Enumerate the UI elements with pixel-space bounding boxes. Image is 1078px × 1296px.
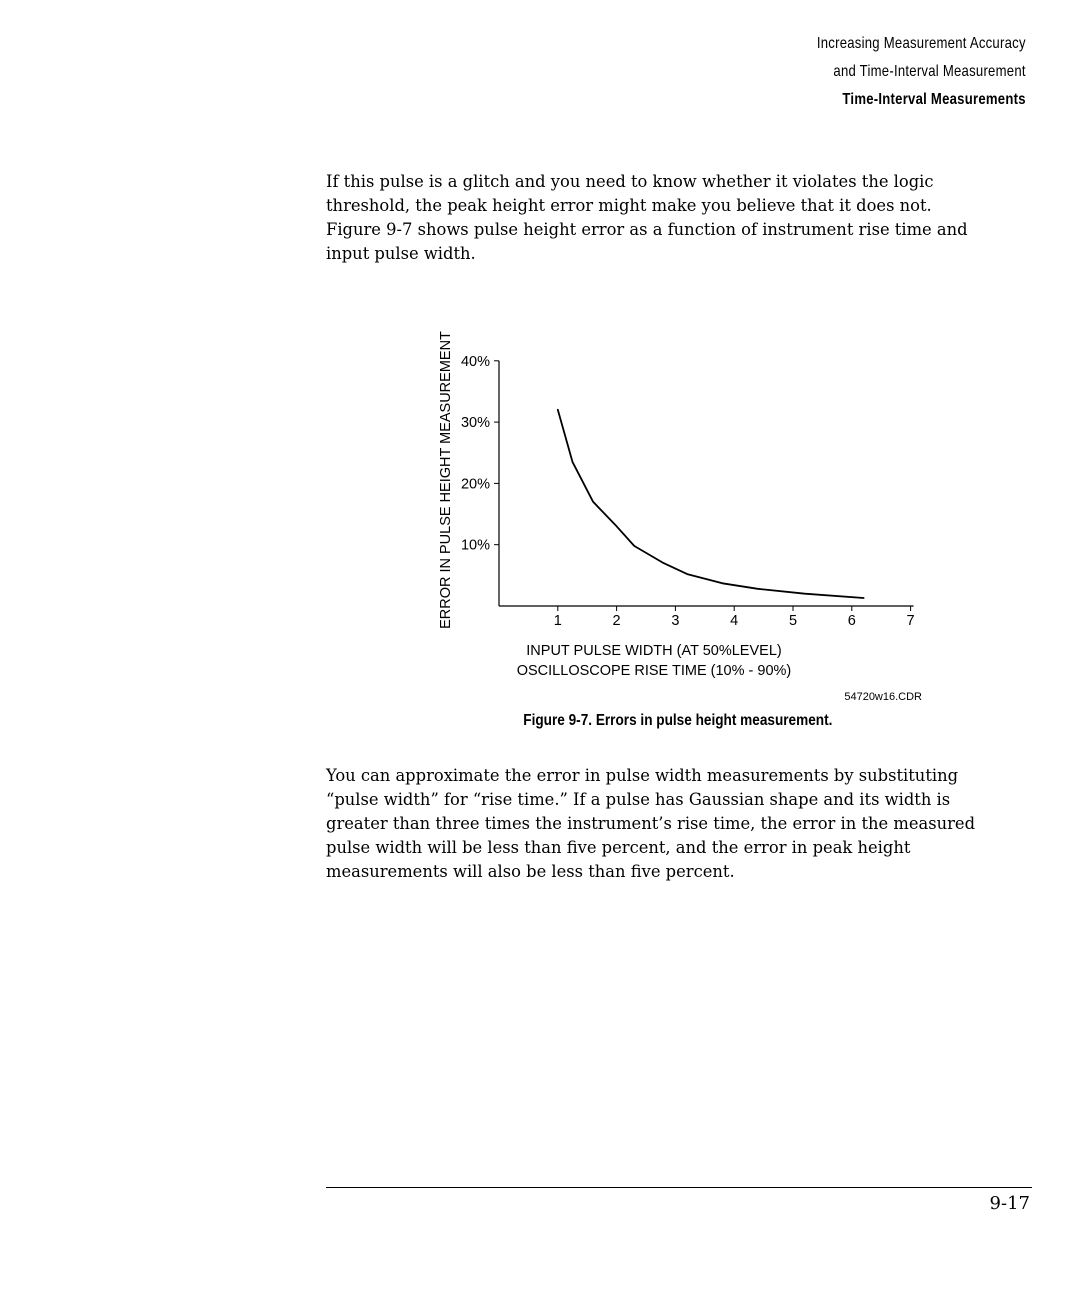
chart-ticks (461, 354, 915, 629)
y-tick-label: 40% (460, 353, 490, 370)
paragraph-line: measurements will also be less than five percent. (326, 862, 735, 882)
figure-caption-text: Figure 9-7. Errors in pulse height measurement. (523, 712, 833, 729)
running-header (771, 30, 1026, 114)
x-tick-label: 5 (788, 613, 798, 629)
x-axis-label-line1: INPUT PULSE WIDTH (AT 50%LEVEL) (526, 643, 782, 659)
y-tick-label: 20% (460, 476, 490, 493)
footer-rule (326, 1187, 1032, 1188)
x-tick-label: 6 (847, 613, 856, 629)
x-tick-label: 2 (612, 613, 621, 629)
y-tick-label: 30% (460, 415, 490, 432)
header-chapter-title-line2: and Time-Interval Measurement (833, 63, 1026, 80)
paragraph-line: “pulse width” for “rise time.” If a pulse has Gaussian shape and its width is (326, 790, 951, 810)
y-tick-label: 10% (460, 537, 490, 554)
chart-axes (499, 361, 914, 606)
paragraph-line: Figure 9-7 shows pulse height error as a function of instrument rise time and (326, 220, 968, 240)
y-axis-label: ERROR IN PULSE HEIGHT MEASUREMENT (438, 331, 454, 629)
error-curve-line (558, 410, 864, 598)
paragraph-line: input pulse width. (326, 244, 476, 264)
body-paragraph-1 (326, 170, 1046, 266)
header-chapter-title-line1: Increasing Measurement Accuracy (817, 35, 1026, 52)
header-section-title: Time-Interval Measurements (842, 91, 1026, 108)
x-axis-label-line2: OSCILLOSCOPE RISE TIME (10% - 90%) (516, 663, 792, 679)
x-tick-label: 7 (906, 613, 915, 629)
x-tick-label: 4 (730, 613, 739, 629)
body-paragraph-2 (326, 764, 1046, 884)
page-number: 9-17 (989, 1193, 1030, 1214)
x-tick-label: 1 (553, 613, 562, 629)
paragraph-line: greater than three times the instrument’s rise time, the error in the measured (326, 814, 976, 834)
paragraph-line: You can approximate the error in pulse width measurements by substituting (326, 766, 959, 786)
paragraph-line: If this pulse is a glitch and you need to know whether it violates the logic (326, 172, 934, 192)
figure-caption (326, 709, 1030, 733)
pulse-height-error-chart (420, 300, 940, 710)
chart-series (558, 410, 864, 598)
x-tick-label: 3 (671, 613, 680, 629)
paragraph-line: pulse width will be less than five percent, and the error in peak height (326, 838, 911, 858)
paragraph-line: threshold, the peak height error might make you believe that it does not. (326, 196, 932, 216)
figure-file-label: 54720w16.CDR (844, 691, 922, 703)
